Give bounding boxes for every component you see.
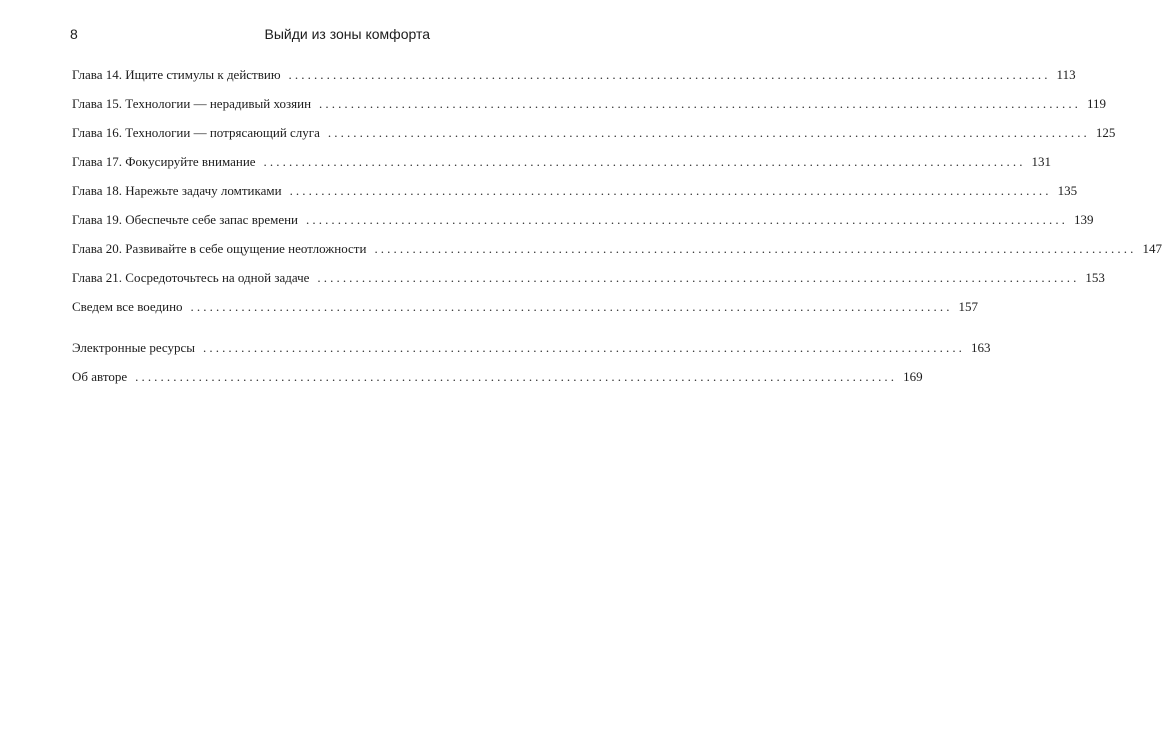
toc-entry xyxy=(72,268,1105,297)
toc-entry xyxy=(72,367,923,396)
toc-entry-title: Глава 18. Нарежьте задачу ломтиками xyxy=(72,183,282,198)
toc-entry-page: 153 xyxy=(1085,270,1105,285)
toc-leader-dots: ........................................................................................................................ xyxy=(289,183,1052,198)
toc-entry-page: 113 xyxy=(1056,67,1076,82)
toc-leader-dots: ........................................................................................................................ xyxy=(317,270,1080,285)
toc-leader-dots: ........................................................................................................................ xyxy=(306,212,1069,227)
toc-entry xyxy=(72,94,1107,123)
toc-entry-title: Глава 16. Технологии — потрясающий слуга xyxy=(72,125,320,140)
toc-leader-dots: ........................................................................................................................ xyxy=(203,340,966,355)
toc-entry xyxy=(72,123,1116,152)
toc-entry xyxy=(72,181,1078,210)
table-of-contents-back-matter xyxy=(72,338,991,396)
toc-entry-page: 125 xyxy=(1095,125,1116,140)
toc-entry-title: Глава 14. Ищите стимулы к действию xyxy=(72,67,281,82)
toc-entry xyxy=(72,210,1094,239)
page-number: 8 xyxy=(70,26,78,42)
toc-leader-dots: ........................................................................................................................ xyxy=(263,154,1026,169)
toc-entry xyxy=(72,239,1162,268)
toc-leader-dots: ........................................................................................................................ xyxy=(319,96,1082,111)
toc-entry-title: Глава 20. Развивайте в себе ощущение неотложности xyxy=(72,241,367,256)
book-title: Выйди из зоны комфорта xyxy=(264,26,430,42)
toc-entry-page: 163 xyxy=(971,340,991,355)
toc-entry-page: 169 xyxy=(903,369,923,384)
toc-entry-page: 135 xyxy=(1057,183,1078,198)
toc-entry-title: Глава 21. Сосредоточьтесь на одной задаче xyxy=(72,270,310,285)
toc-entry xyxy=(72,65,1076,94)
toc-leader-dots: ........................................................................................................................ xyxy=(327,125,1090,140)
toc-entry xyxy=(72,152,1052,181)
toc-entry-title: Глава 15. Технологии — нерадивый хозяин xyxy=(72,96,312,111)
toc-entry-page: 139 xyxy=(1074,212,1094,227)
toc-entry-title: Об авторе xyxy=(72,369,128,384)
table-of-contents-chapters xyxy=(72,65,1162,326)
toc-entry-page: 131 xyxy=(1031,154,1052,169)
toc-entry-page: 147 xyxy=(1142,241,1162,256)
toc-entry xyxy=(72,338,991,367)
toc-entry-title: Глава 19. Обеспечьте себе запас времени xyxy=(72,212,299,227)
toc-leader-dots: ........................................................................................................................ xyxy=(135,369,898,384)
running-head xyxy=(70,26,430,48)
toc-leader-dots: ........................................................................................................................ xyxy=(374,241,1137,256)
toc-entry-title: Глава 17. Фокусируйте внимание xyxy=(72,154,256,169)
toc-entry-title: Сведем все воедино xyxy=(72,299,183,314)
toc-entry-page: 119 xyxy=(1087,96,1107,111)
toc-entry-page: 157 xyxy=(958,299,979,314)
toc-entry xyxy=(72,297,979,326)
toc-leader-dots: ........................................................................................................................ xyxy=(288,67,1051,82)
toc-entry-title: Электронные ресурсы xyxy=(72,340,196,355)
toc-leader-dots: ........................................................................................................................ xyxy=(190,299,953,314)
